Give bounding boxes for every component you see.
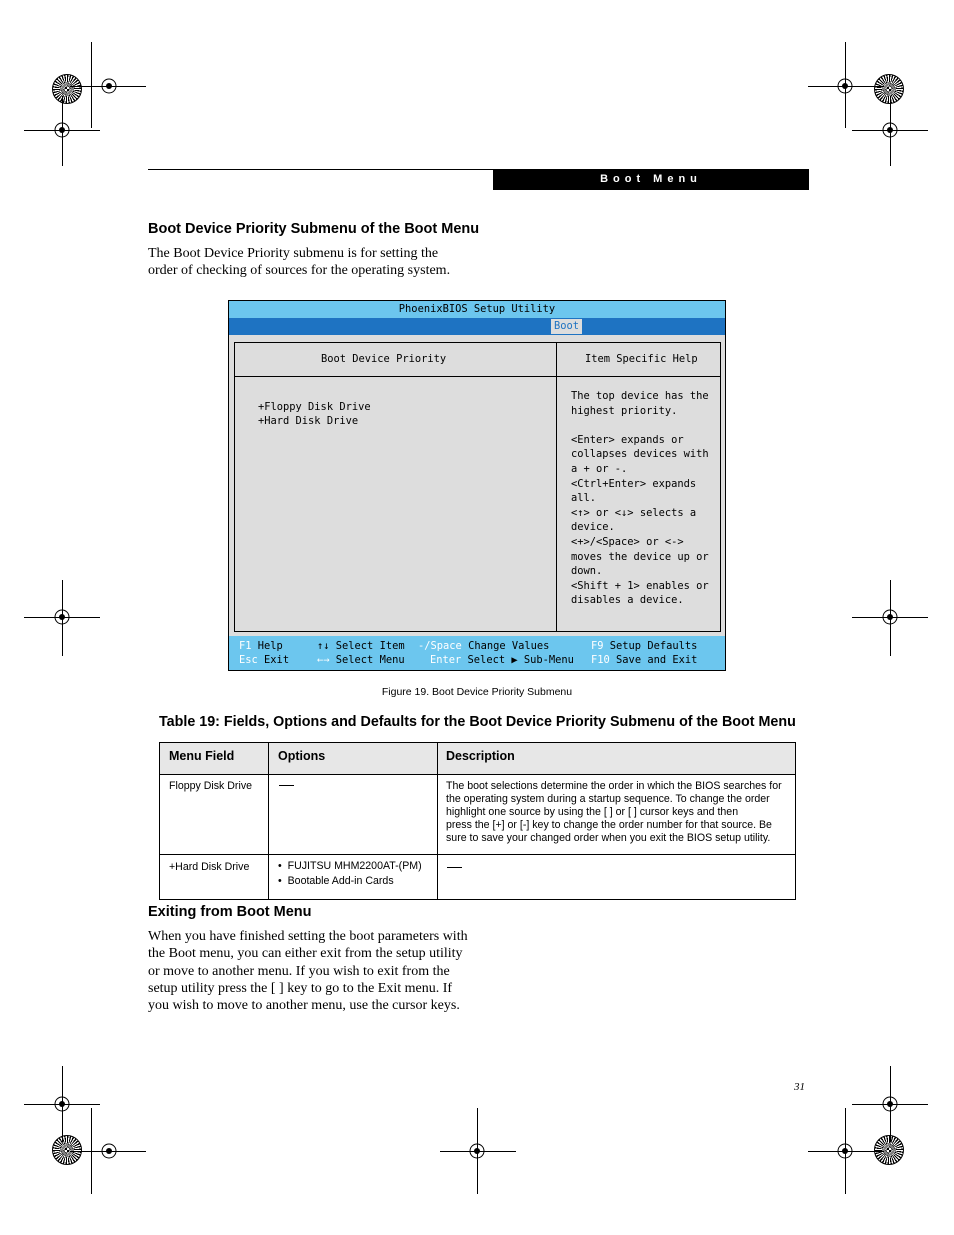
registration-target-icon <box>464 1138 490 1164</box>
bios-panel <box>234 342 721 632</box>
registration-target-icon <box>49 604 75 630</box>
header-rule <box>148 169 494 170</box>
bios-footer <box>229 636 725 670</box>
item-specific-help-header: Item Specific Help <box>585 353 698 365</box>
registration-target-icon <box>877 604 903 630</box>
exit-paragraph <box>148 928 468 1014</box>
paragraph-line: or move to another menu. If you wish to exit from the <box>148 963 450 979</box>
registration-target-icon <box>832 73 858 99</box>
column-header: Description <box>446 749 515 763</box>
paragraph-line: setup utility press the [ ] key to go to the Exit menu. If <box>148 980 453 996</box>
section-heading: Exiting from Boot Menu <box>148 904 312 920</box>
registration-target-icon <box>832 1138 858 1164</box>
registration-target-icon <box>96 73 122 99</box>
boot-item-hard-disk[interactable]: +Hard Disk Drive <box>258 415 359 427</box>
section-heading: Boot Device Priority Submenu of the Boot Menu <box>148 221 480 237</box>
paragraph-line: The Boot Device Priority submenu is for setting the <box>148 246 439 261</box>
enter-hint: Enter Select ▶ Sub-Menu <box>430 654 574 666</box>
f9-hint: F9 Setup Defaults <box>591 640 698 652</box>
paragraph-line: When you have finished setting the boot parameters with <box>148 929 468 944</box>
figure-caption: Figure 19. Boot Device Priority Submenu <box>381 686 573 698</box>
registration-target-icon <box>49 1091 75 1117</box>
bullet-icon: • <box>278 875 288 887</box>
table-cell-field: +Hard Disk Drive <box>169 861 250 873</box>
bullet-icon: • <box>278 860 288 872</box>
paragraph-line: you wish to move to another menu, use the cursor keys. <box>148 998 460 1014</box>
fields-table <box>159 742 796 900</box>
registration-star-icon <box>874 74 904 104</box>
table-title: Table 19: Fields, Options and Defaults for the Boot Device Priority Submenu of the Boot Menu <box>159 714 796 730</box>
column-header: Menu Field <box>169 749 235 763</box>
empty-description-dash <box>447 867 462 868</box>
bios-screenshot <box>228 300 726 671</box>
registration-target-icon <box>877 1091 903 1117</box>
registration-star-icon <box>874 1135 904 1165</box>
select-menu-hint: ←→ Select Menu <box>317 654 405 666</box>
registration-star-icon <box>52 1135 82 1165</box>
esc-hint: Esc Exit <box>239 654 290 666</box>
options-list: • FUJITSU MHM2200AT-(PM) • Bootable Add-in Cards <box>278 860 422 887</box>
registration-target-icon <box>49 117 75 143</box>
f10-hint: F10 Save and Exit <box>591 654 698 666</box>
registration-target-icon <box>96 1138 122 1164</box>
f1-hint: F1 Help <box>239 640 283 652</box>
intro-paragraph <box>148 245 450 280</box>
bios-title: PhoenixBIOS Setup Utility <box>229 301 725 318</box>
registration-target-icon <box>877 117 903 143</box>
paragraph-line: the Boot menu, you can either exit from the setup utility <box>148 946 463 962</box>
tab-boot[interactable]: Boot <box>551 319 582 334</box>
paragraph-line: order of checking of sources for the operating system. <box>148 263 451 279</box>
registration-star-icon <box>52 74 82 104</box>
page-number: 31 <box>794 1081 805 1093</box>
boot-device-priority-header: Boot Device Priority <box>321 353 447 365</box>
empty-options-dash <box>279 785 294 786</box>
column-header: Options <box>278 749 326 763</box>
change-values-hint: -/Space Change Values <box>418 640 550 652</box>
table-cell-description: The boot selections determine the order in which the BIOS searches for the operating system during a startup sequence. To change the order highlight one source by using the [ ] or [ ] cursor keys and then press the [+] or [-] key to change the order number for that source. Be sure to save your changed order when you exit the BIOS setup utility. <box>446 780 782 844</box>
boot-item-floppy[interactable]: +Floppy Disk Drive <box>258 401 371 413</box>
help-text: The top device has the highest priority. <Enter> expands or collapses devices with a + or -. <Ctrl+Enter> expands all. <↑> or <↓> selects a device. <+>/<Space> or <-> moves the device up or down. <Shift + 1> enables or disables a device. <box>571 390 709 607</box>
bios-menubar <box>229 318 725 335</box>
section-label: Boot Menu <box>493 169 809 190</box>
table-cell-field: Floppy Disk Drive <box>169 780 253 792</box>
select-item-hint: ↑↓ Select Item <box>317 640 405 652</box>
